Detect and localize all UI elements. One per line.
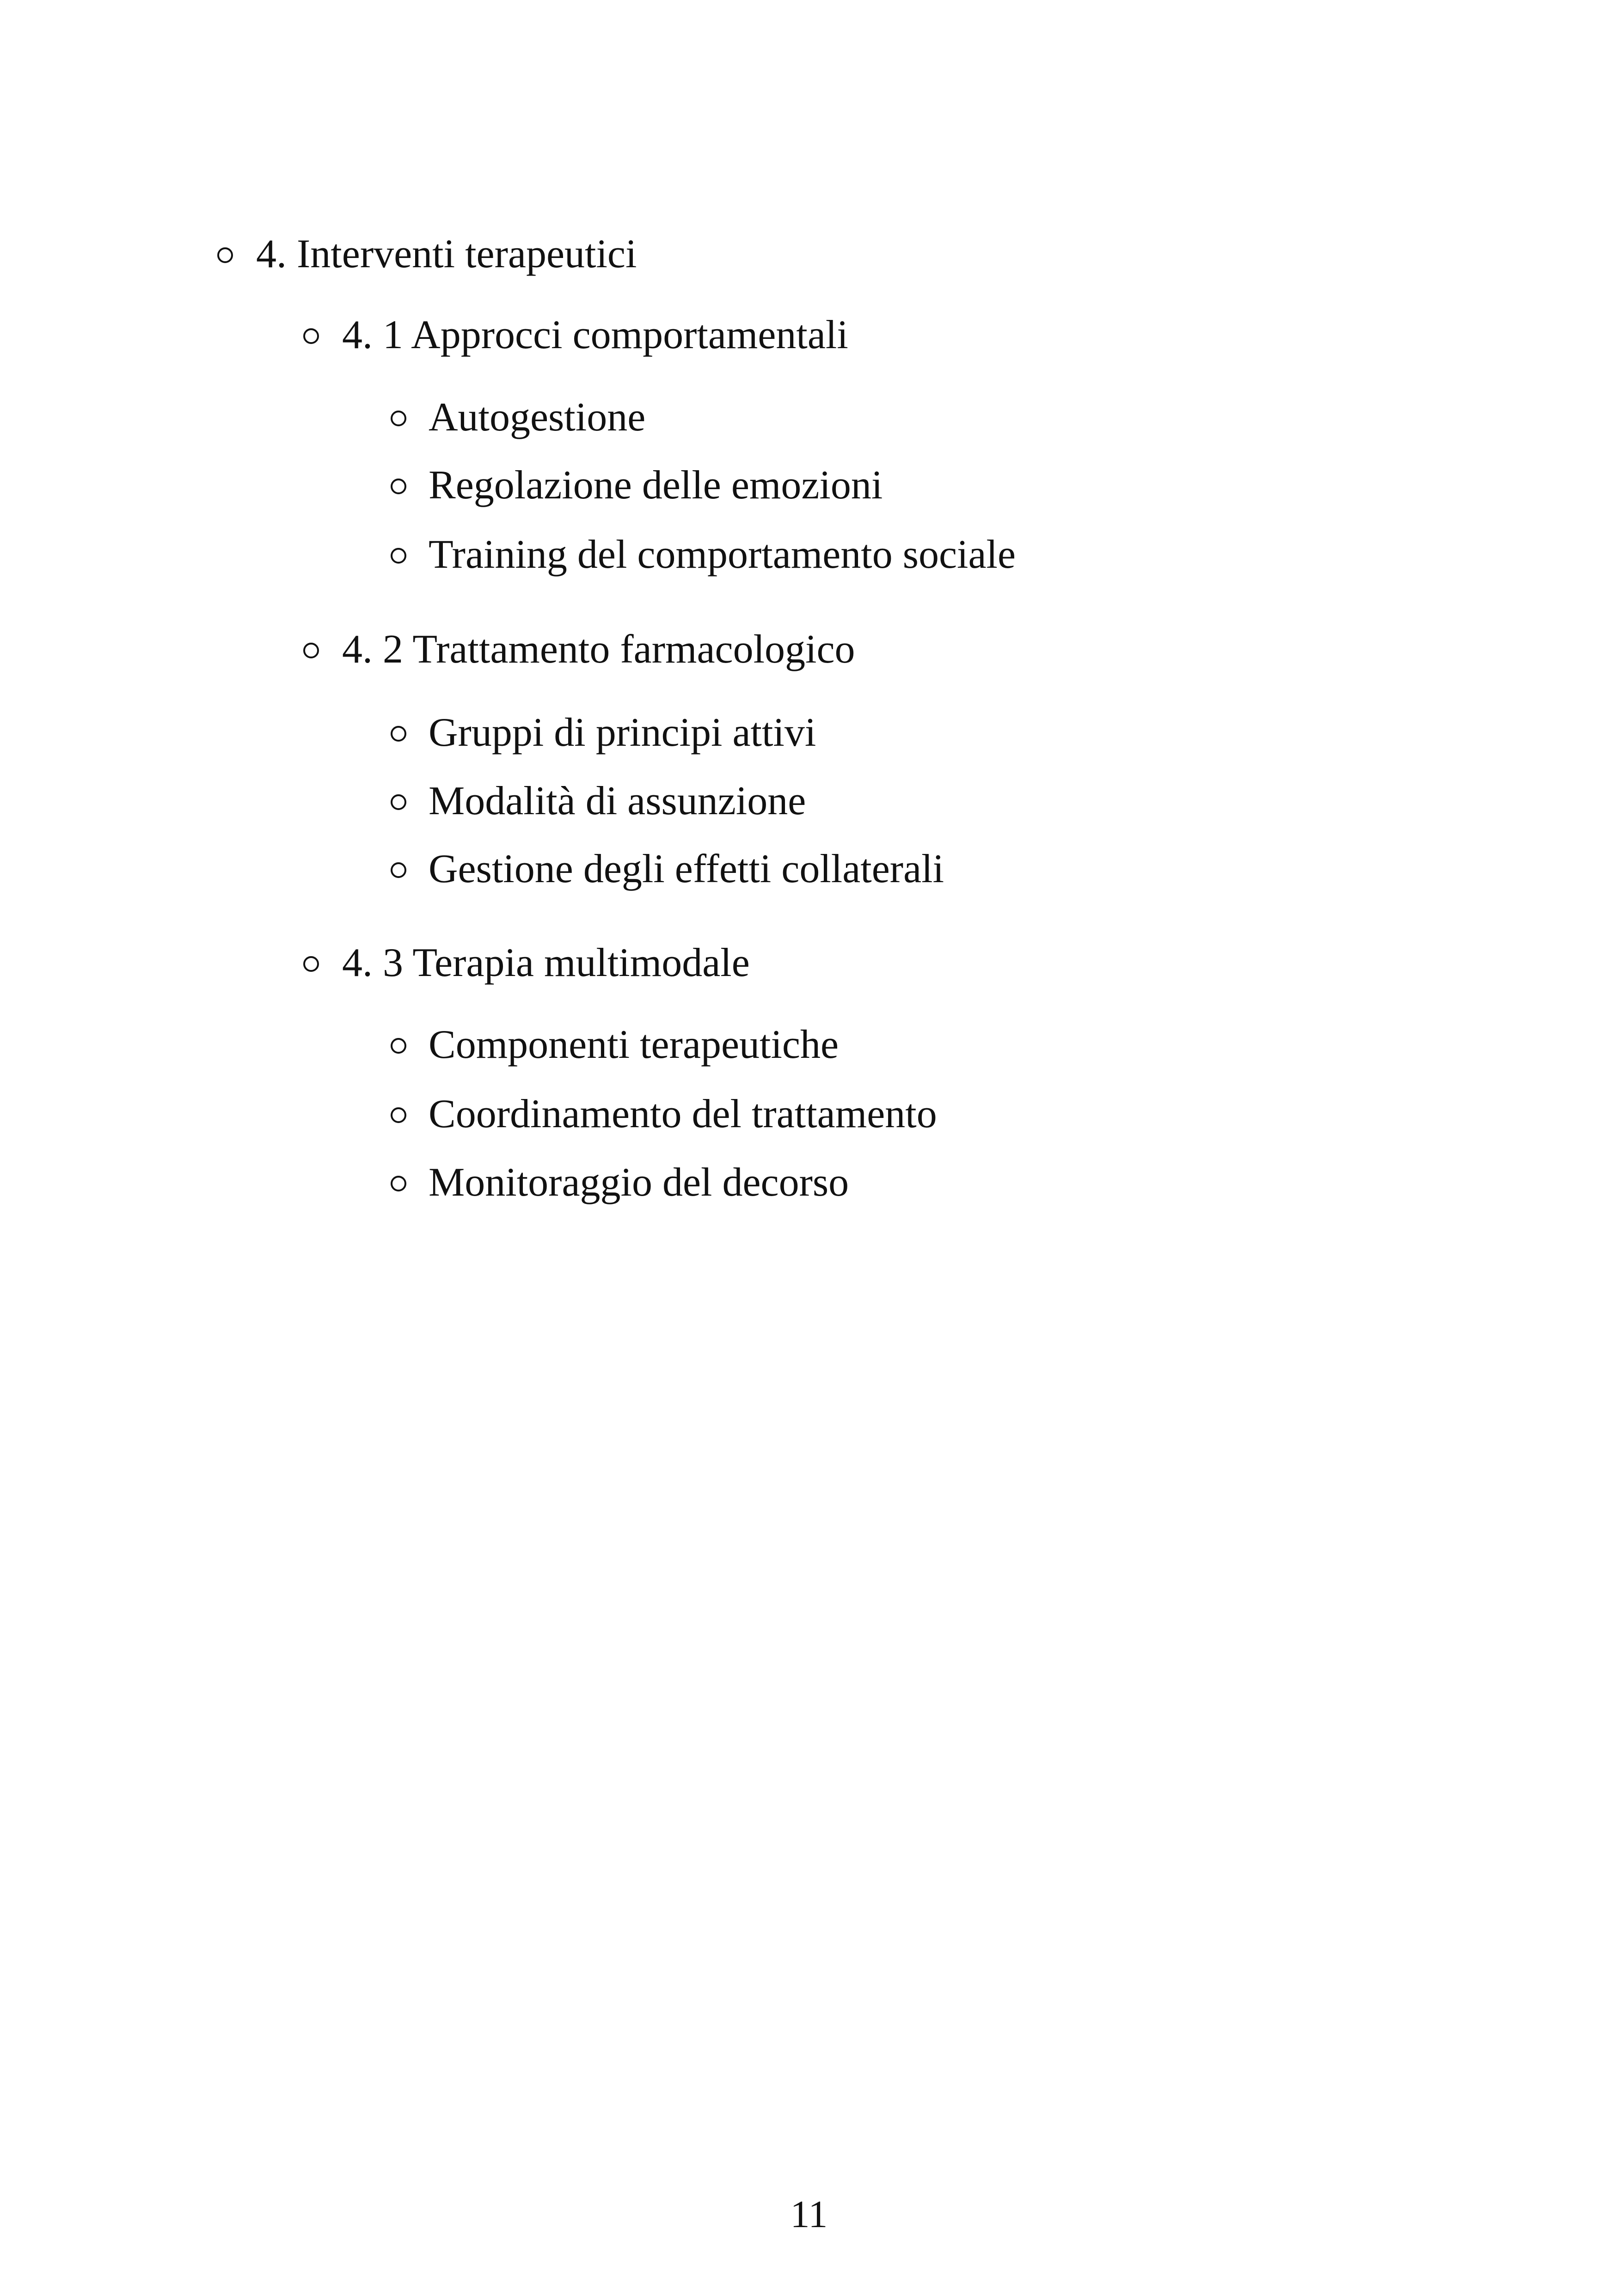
outline-item-label: Gestione degli effetti collaterali [429,847,944,891]
hollow-circle-bullet-icon [391,548,406,564]
outline-item-section [303,626,855,673]
outline-item-subsection [391,394,646,441]
hollow-circle-bullet-icon [391,1107,406,1123]
outline-item-label: 4. 1 Approcci comportamentali [342,313,848,357]
hollow-circle-bullet-icon [391,726,406,742]
hollow-circle-bullet-icon [217,247,233,263]
hollow-circle-bullet-icon [303,956,319,972]
outline-item-subsection [391,462,883,509]
outline-item-subsection [391,778,806,824]
outline-item-label: Coordinamento del trattamento [429,1092,937,1136]
outline-item-subsection [391,1022,839,1068]
outline-item-chapter [217,231,637,277]
hollow-circle-bullet-icon [391,794,406,810]
hollow-circle-bullet-icon [391,411,406,426]
hollow-circle-bullet-icon [303,328,319,344]
outline-item-subsection [391,710,816,756]
hollow-circle-bullet-icon [391,862,406,878]
hollow-circle-bullet-icon [391,479,406,494]
hollow-circle-bullet-icon [391,1038,406,1054]
outline-item-label: Gruppi di principi attivi [429,710,816,755]
outline-item-subsection [391,846,944,892]
hollow-circle-bullet-icon [303,643,319,658]
outline-item-section [303,312,848,358]
outline-item-label: 4. 3 Terapia multimodale [342,940,750,985]
outline-item-subsection [391,532,1016,578]
outline-item-label: Regolazione delle emozioni [429,463,883,508]
outline-item-label: Monitoraggio del decorso [429,1160,849,1205]
outline-item-label: Modalità di assunzione [429,779,806,823]
outline-item-label: 4. 2 Trattamento farmacologico [342,627,855,672]
outline-item-label: Autogestione [429,395,646,440]
outline-item-label: Training del comportamento sociale [429,532,1016,577]
outline-item-label: Componenti terapeutiche [429,1022,839,1067]
outline-item-subsection [391,1091,937,1137]
hollow-circle-bullet-icon [391,1176,406,1191]
page-number: 11 [790,2193,828,2236]
outline-item-section [303,940,750,986]
outline-item-label: 4. Interventi terapeutici [256,232,637,276]
outline-item-subsection [391,1160,849,1206]
